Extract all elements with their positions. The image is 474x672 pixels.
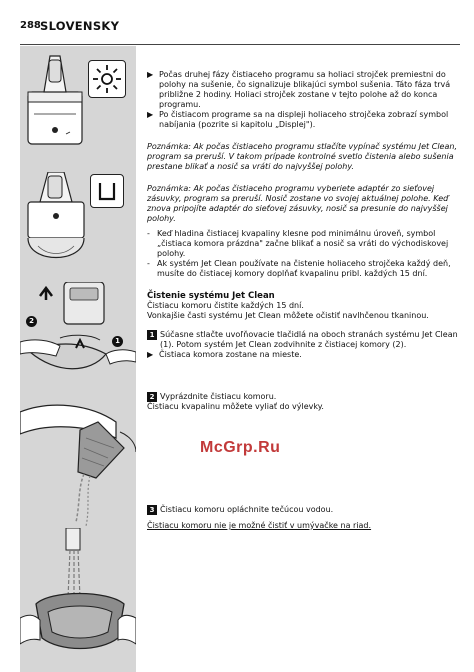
page-number: 288 <box>20 20 41 31</box>
callout-2: 2 <box>26 316 37 327</box>
page-header <box>20 20 460 40</box>
watermark: McGrp.Ru <box>200 439 281 456</box>
bullet-marker: ▶ <box>147 350 154 359</box>
illustration-column <box>20 46 136 672</box>
bullet-charging: ▶ Po čistiacom programe sa na displeji holiaceho strojčeka zobrazí symbol nabíjania (pozrite si kapitolu „Displej"). <box>147 110 449 129</box>
text-block-1 <box>147 70 462 130</box>
cleaning-intro-2: Vonkajšie časti systému Jet Clean môžete očistiť navlhčenou tkaninou. <box>147 311 429 320</box>
step-2-row <box>147 392 462 402</box>
step-3-row <box>147 505 462 515</box>
note-interrupt: Poznámka: Ak počas čistiaceho programu stlačíte vypínač systému Jet Clean, program sa preruší. V takom prípade kontrolné svetlo čistenia alebo sušenia prestane blikať a nosič sa vráti do najvyššej polohy. <box>147 142 457 171</box>
step-2-sub: Čistiacu kvapalinu môžete vyliať do výlevky. <box>147 402 324 411</box>
step-2 <box>147 392 462 412</box>
figure-rinse-chamber <box>20 528 136 672</box>
figure-empty-chamber <box>20 392 136 528</box>
bullet-drying: ▶ Počas druhej fázy čistiaceho programu sa holiaci strojček premiestni do polohy na sušenie, čo signalizuje blikajúci symbol sušenia. Táto fáza trvá približne 2 hodiny. Holiaci strojček zostane v tejto polohe až do konca programu. <box>147 70 451 109</box>
sun-icon-box <box>88 60 126 98</box>
cleaning-intro-1: Čistiacu komoru čistite každých 15 dní. <box>147 301 304 310</box>
step-2-text: Vyprázdnite čistiacu komoru. <box>160 392 277 401</box>
step-3 <box>147 505 462 531</box>
step-3-text: Čistiacu komoru opláchnite tečúcou vodou. <box>160 505 334 514</box>
step-1-row <box>147 330 462 350</box>
callout-1: 1 <box>112 336 123 347</box>
step-number: 2 <box>147 392 157 402</box>
note-adapter: Poznámka: Ak počas čistiaceho programu vyberiete adaptér zo sieťovej zásuvky, program sa preruší. Nosič zostane vo svojej aktuálnej polohe. Keď znova pripojíte adaptér do sieťovej zásuvky, nosič sa presunie do najvyššej polohy. <box>147 184 449 223</box>
step-1 <box>147 330 462 360</box>
bullet-marker: ▶ <box>147 70 154 79</box>
empty-chamber-icon <box>91 175 123 207</box>
step-number: 3 <box>147 505 157 515</box>
empty-chamber-icon-box <box>90 174 124 208</box>
dash-item-refill: - Ak systém Jet Clean používate na čistenie holiaceho strojčeka každý deň, musíte do čistiacej komory doplňať kvapalinu pribl. každých 15 dní. <box>147 259 451 278</box>
dash-list <box>147 229 462 279</box>
step-3-warning: Čistiacu komoru nie je možné čistiť v umývačke na riad. <box>147 521 372 530</box>
header-rule <box>20 44 460 45</box>
step-1-text: Súčasne stlačte uvoľňovacie tlačidlá na oboch stranách systému Jet Clean (1). Potom systém Jet Clean zodvihnite z čistiacej komory (2). <box>160 330 458 349</box>
cleaning-section <box>147 291 462 321</box>
cleaning-heading: Čistenie systému Jet Clean <box>147 291 275 301</box>
step-number: 1 <box>147 330 157 340</box>
section-title: SLOVENSKY <box>40 19 120 33</box>
bullet-marker: ▶ <box>147 110 154 119</box>
dash-item-level: - Keď hladina čistiacej kvapaliny klesne pod minimálnu úroveň, symbol „čistiaca komora prázdna" začne blikať a nosič sa vráti do východiskovej polohy. <box>147 229 449 258</box>
sun-icon <box>89 61 125 97</box>
step-1-bullet: ▶ Čistiaca komora zostane na mieste. <box>147 350 302 359</box>
